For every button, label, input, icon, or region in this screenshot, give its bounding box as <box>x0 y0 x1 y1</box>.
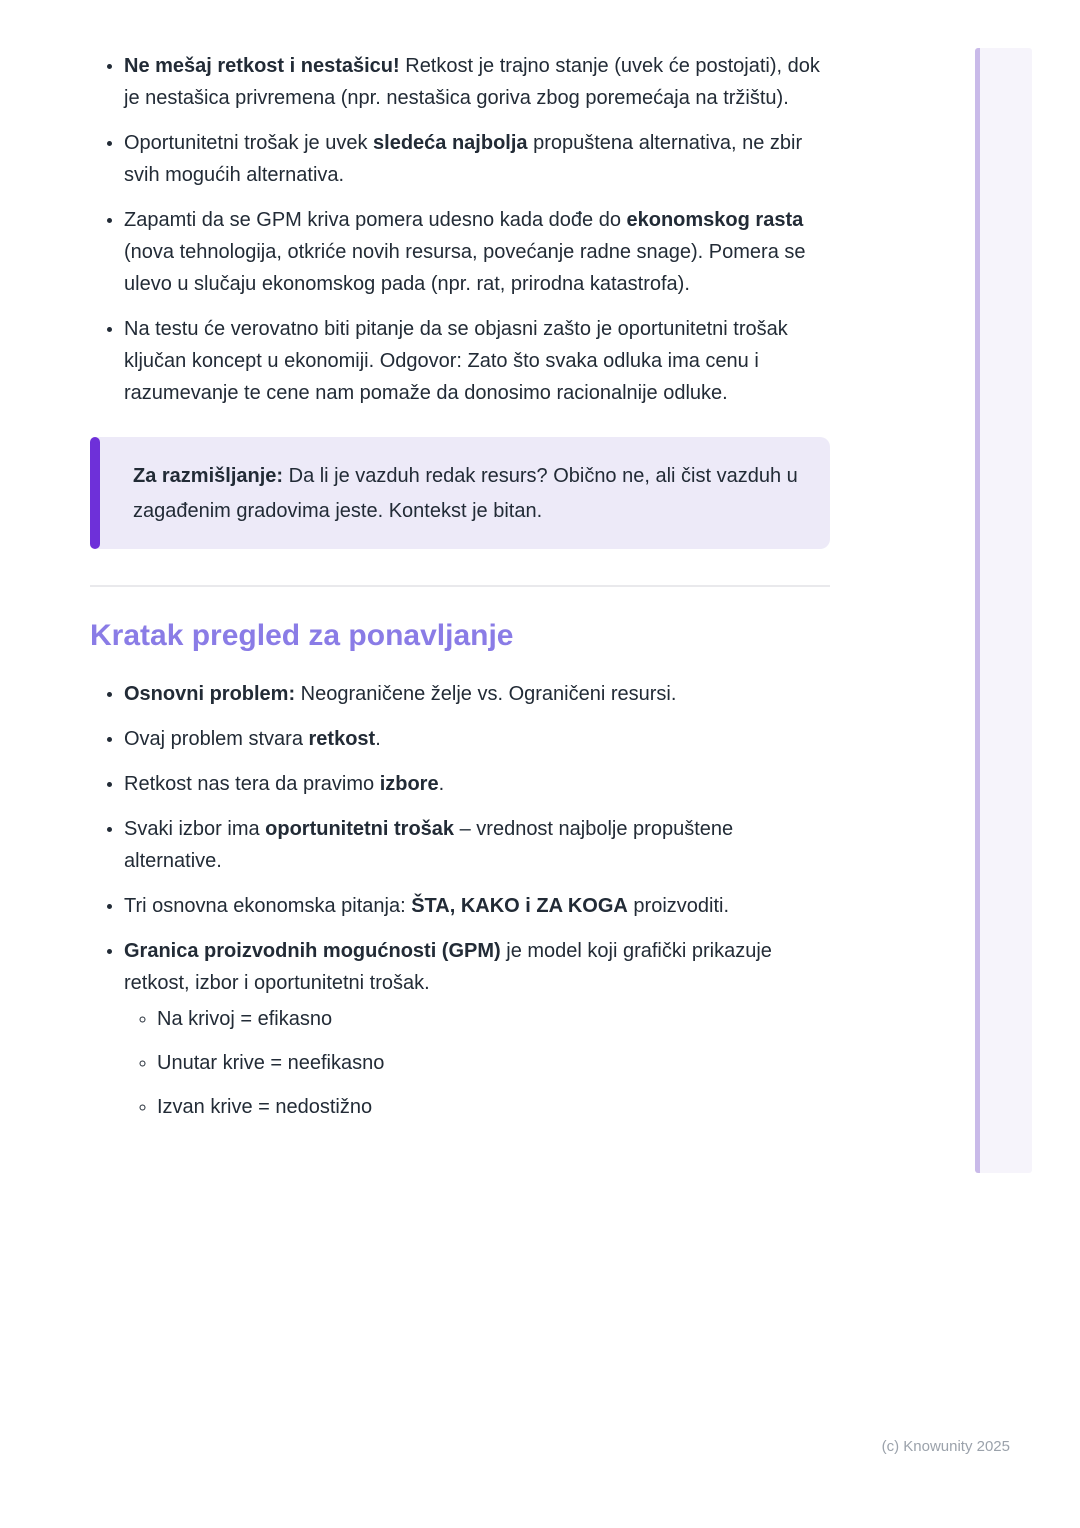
list-item <box>124 678 830 710</box>
list-item <box>124 204 830 300</box>
list-item <box>124 50 830 114</box>
sub-list-item <box>157 1047 830 1079</box>
gpm-sub-list <box>124 1003 830 1123</box>
sub-list-item-text: ◦ Izvan krive = nedostižno <box>157 1096 373 1118</box>
list-item <box>124 890 830 922</box>
list-item-text: • Oportunitetni trošak je uvek sledeća najbolja propuštena alternativa, ne zbir svih mogućih alternativa. <box>124 132 803 186</box>
page-edge-strip <box>975 48 1032 1173</box>
callout-note <box>90 437 830 549</box>
list-item-text: • Retkost nas tera da pravimo izbore. <box>124 773 445 795</box>
sub-list-item <box>157 1091 830 1123</box>
sub-list-item-text: ◦ Unutar krive = neefikasno <box>157 1052 385 1074</box>
note-content <box>90 0 830 1123</box>
summary-bullet-list <box>90 678 830 1123</box>
list-item-text: • Granica proizvodnih mogućnosti (GPM) je model koji grafički prikazuje retkost, izbor i oportunitetni trošak. <box>124 940 772 994</box>
callout-accent-bar <box>90 437 100 549</box>
section-divider <box>90 585 830 587</box>
list-item <box>124 935 830 1123</box>
notes-bullet-list <box>90 50 830 409</box>
list-item-text: • Zapamti da se GPM kriva pomera udesno kada dođe do ekonomskog rasta (nova tehnologija, otkriće novih resursa, povećanje radne snage). Pomera se ulevo u slučaju ekonomskog pada (npr. rat, prirodna katastrofa). <box>124 209 806 295</box>
list-item <box>124 813 830 877</box>
sub-list-item <box>157 1003 830 1035</box>
list-item-text: • Ovaj problem stvara retkost. <box>124 728 381 750</box>
list-item <box>124 768 830 800</box>
list-item <box>124 313 830 409</box>
sub-list-item-text: ◦ Na krivoj = efikasno <box>157 1008 333 1030</box>
section-title: Kratak pregled za ponavljanje <box>90 619 514 652</box>
list-item <box>124 723 830 755</box>
list-item-text: • Osnovni problem: Neograničene želje vs. Ograničeni resursi. <box>124 683 677 705</box>
list-item-text: • Tri osnovna ekonomska pitanja: ŠTA, KAKO i ZA KOGA proizvoditi. <box>124 895 730 917</box>
list-item-text: • Ne mešaj retkost i nestašicu! Retkost je trajno stanje (uvek će postojati), dok je nestašica privremena (npr. nestašica goriva zbog poremećaja na tržištu). <box>124 55 820 109</box>
list-item <box>124 127 830 191</box>
list-item-text: • Svaki izbor ima oportunitetni trošak – vrednost najbolje propuštene alternative. <box>124 818 734 872</box>
copyright-footer: (c) Knowunity 2025 <box>881 1438 1010 1455</box>
callout-text: Za razmišljanje: Da li je vazduh redak resurs? Obično ne, ali čist vazduh u zagađenim gradovima jeste. Kontekst je bitan. <box>133 465 798 522</box>
list-item-text: • Na testu će verovatno biti pitanje da se objasni zašto je oportunitetni trošak ključan koncept u ekonomiji. Odgovor: Zato što svaka odluka ima cenu i razumevanje te cene nam pomaže da donosimo racionalnije odluke. <box>124 318 788 404</box>
